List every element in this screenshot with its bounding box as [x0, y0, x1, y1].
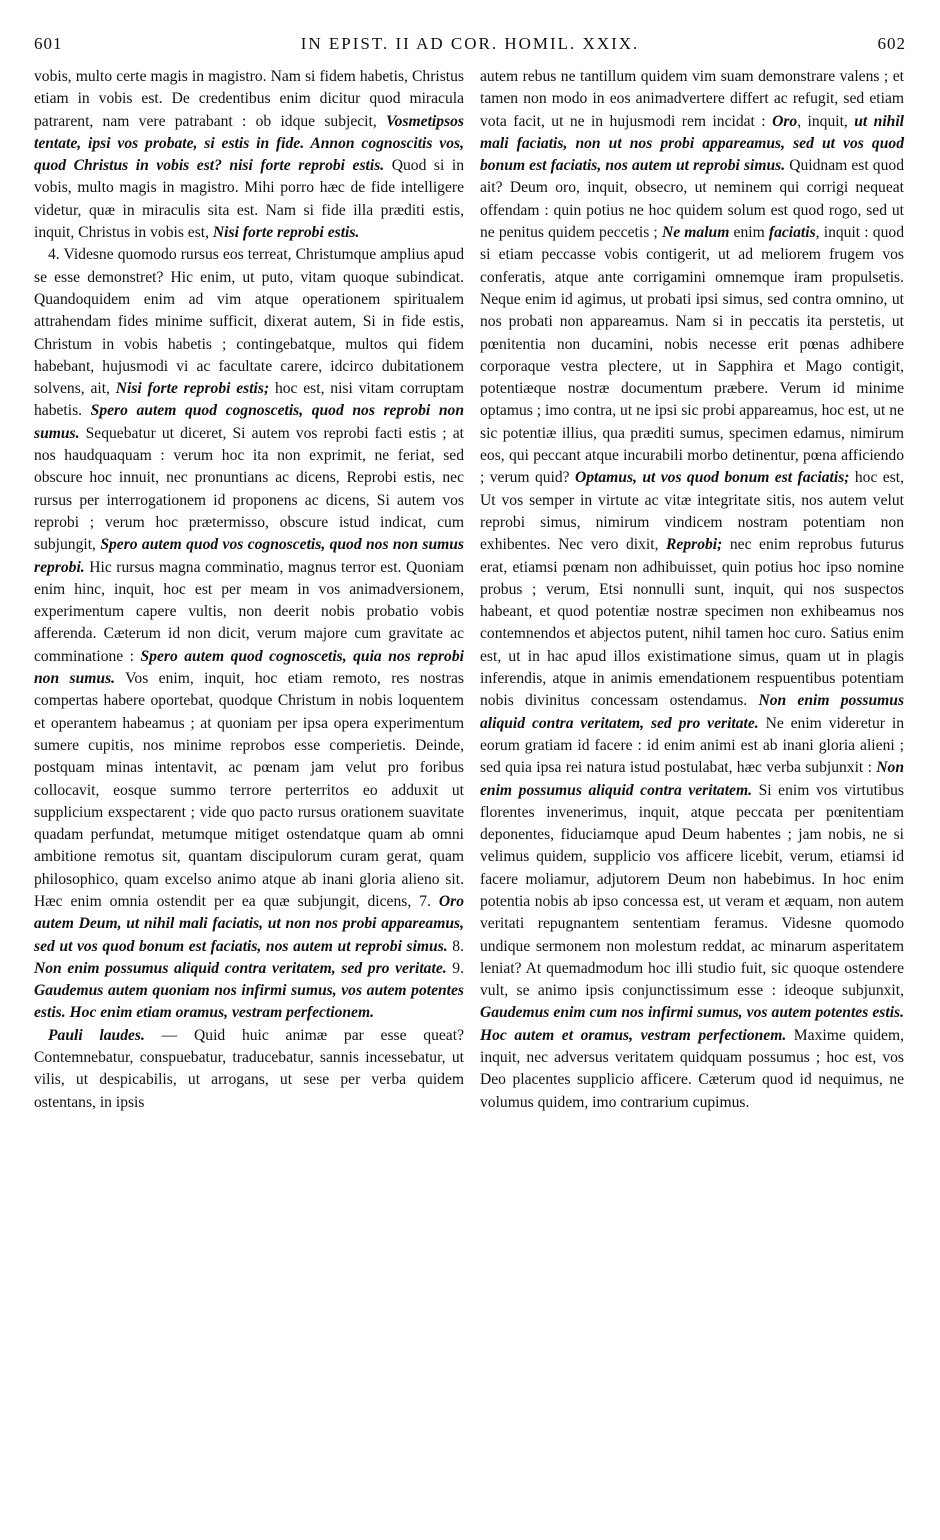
text-segment: Quidnam est quod ait? Deum oro, inquit, obsecro, ut neminem qui corrigi nequeat offendam : quin potius ne hoc quidem solum est quod rogo, sed ut ne penitus quidem peccetis ;	[480, 157, 904, 242]
right-column	[480, 66, 904, 1114]
text-segment: Quod si in vobis, multo magis in magistro. Mihi porro hæc de fide intelligere videtur, quæ in miraculis sita est. Nam si fide illa præditi estis, inquit, Christus in vobis est,	[34, 157, 464, 242]
running-header	[34, 34, 906, 60]
scripture-quote: Spero autem quod cognoscetis, quod nos reprobi non sumus.	[34, 402, 464, 442]
text-segment: autem rebus ne tantillum quidem vim suam demonstrare valens ; et tamen non modo in eos animadvertere differt ac refugit, sed etiam vota facit, ut ne in hujusmodi rem incidat :	[480, 68, 904, 130]
paragraph	[480, 66, 904, 1114]
paragraph	[34, 66, 464, 244]
text-segment: hoc est, nisi vitam corruptam habetis.	[34, 380, 464, 420]
text-segment: 9.	[446, 959, 464, 977]
scripture-quote: Nisi forte reprobi estis;	[115, 380, 270, 398]
text-segment: Hic rursus magna comminatio, magnus terror est. Quoniam enim hinc, inquit, hoc est per meam in vos animadversionem, experimentum capere vultis, non deerit nobis probatio vobis afferenda. Cæterum id non dicit, verum majore cum gravitate ac comminatione :	[34, 558, 464, 665]
scripture-quote: ut nihil mali faciatis, non ut nos probi appareamus, sed ut vos quod bonum est faciatis, nos autem ut reprobi simus.	[480, 112, 905, 175]
text-segment: enim	[729, 224, 769, 242]
text-segment: Maxime quidem, inquit, nec adversus veritatem quidquam possumus ; hoc est, vos Deo placentes supplicio afficere. Cæterum quod id nequimus, ne volumus quidem, imo contrarium cupimus.	[480, 1026, 904, 1111]
scripture-quote: Non enim possumus aliquid contra veritatem.	[480, 759, 904, 799]
text-segment: vobis, multo certe magis in magistro. Nam si fidem habetis, Christus etiam in vobis est. De credentibus enim dicitur quod miracula patrarent, nam vere patrabant : ob idque subjecit,	[34, 68, 464, 130]
text-segment: Ne enim videretur in eorum gratiam id facere : id enim animi est ab inani gloria alieni ; sed quia ipsa rei natura istud postulabat, hæc verba subjunxit :	[480, 714, 904, 777]
scripture-quote: Ne malum	[661, 224, 730, 242]
text-segment: nec enim reprobus futurus erat, etiamsi pœnam non adhibuisset, quin potius hoc ipso nomine probus ; verum, Etsi nonnulli sunt, inquit, qui nos suspectos habeant, et quod potentiæ nostræ specimen non exhibeamus nos contemnendos et abjectos putent, nihil tamen hoc curo. Satius enim est, ut in hac apud illos existimatione simus, quam ut in plagis inferendis, atque in animis emendationem respuentibus potentiam nobis divinitus concessam ostendamus.	[480, 536, 905, 710]
scripture-quote: Optamus, ut vos quod bonum est faciatis;	[574, 469, 850, 487]
paragraph	[34, 1025, 464, 1114]
left-column	[34, 66, 464, 1114]
text-segment: Si enim vos virtutibus florentes invenerimus, inquit, atque peccata per pœnitentiam deponentes, fiduciamque apud Deum habentes ; jam nobis, ne si velimus quidem, supplicio vos afficere licebit, verum, etiamsi id facere moliamur, adjutorem Deum non habebimus. In hoc enim potentia nobis ab ipso concessa est, ut veram et æquam, non autem veritati repugnantem sententiam feramus. Videsne quomodo undique sermonem non molestum reddat, ac minarum asperitatem leniat? At quemadmodum hoc illi studio fuit, sic quoque ostendere vult, se animo ipsis conjunctissimum esse : ideoque subjunxit,	[480, 781, 904, 1000]
scripture-quote: Pauli laudes.	[48, 1026, 145, 1044]
scripture-quote: Oro autem Deum, ut nihil mali faciatis, ut non nos probi appareamus, sed ut vos quod bonum est faciatis, nos autem ut reprobi simus.	[34, 892, 464, 955]
scripture-quote: Gaudemus enim cum nos infirmi sumus, vos autem potentes estis. Hoc autem et oramus, vestram perfectionem.	[480, 1004, 904, 1044]
scripture-quote: Oro	[772, 112, 798, 130]
right-page-number: 602	[877, 34, 906, 53]
left-page-number: 601	[34, 34, 63, 53]
scripture-quote: faciatis	[768, 224, 816, 242]
scripture-quote: Reprobi;	[666, 536, 723, 554]
scripture-quote: Spero autem quod vos cognoscetis, quod nos non sumus reprobi.	[34, 536, 464, 576]
scripture-quote: Gaudemus autem quoniam nos infirmi sumus, vos autem potentes estis. Hoc enim etiam oramus, vestram perfectionem.	[34, 982, 464, 1022]
text-segment: Vos enim, inquit, hoc etiam remoto, res nostras compertas habere oportebat, quodque Christum in nobis loquentem et operantem habeamus ; at quoniam per ipsa opera experimentum sumere cupitis, nos minime reprobos esse comperietis. Deinde, postquam minas intentavit, ac pœnam jam velut pro foribus collocavit, eosque summo terrore perterritos eo adduxit ut supplicium exspectarent ; vide quo pacto rursus orationem suavitate quadam perfundat, metumque mitiget ostendatque quam ab omni ambitione remotus sit, quantam discipulorum curam gerat, quam philosophico, quam excelso animo atque ab inani gloria alieno sit. Hæc enim omnia ostendit per ea quæ subjungit, dicens, 7.	[34, 670, 464, 910]
scripture-quote: Non enim possumus aliquid contra veritatem, sed pro veritate.	[480, 692, 905, 732]
text-segment: Sequebatur ut diceret, Si autem vos reprobi facti estis ; at nos haudquaquam : verum hoc ita non exprimit, ne feriat, sed obscure hoc innuit, nec pronuntians ac dicens, Reprobi estis, nec rursus per interrogationem id proponens ac dicens, Si autem vos reprobi ; verum hoc prætermisso, obscure istud indicat, cum subjungit,	[34, 424, 464, 554]
scripture-quote: Non enim possumus aliquid contra veritatem, sed pro veritate.	[34, 959, 447, 977]
text-segment: hoc est, Ut vos semper in virtute ac vitæ integritate sitis, nos autem velut reprobi simus, nimirum vindicem nostram potentiam non exhibentes. Nec vero dixit,	[480, 469, 904, 554]
text-segment: , inquit,	[797, 112, 855, 130]
running-title: IN EPIST. II AD COR. HOMIL. XXIX.	[300, 34, 640, 53]
text-segment: 4. Videsne quomodo rursus eos terreat, Christumque amplius apud se esse demonstret? Hic enim, ut puto, vitam quoque subindicat. Quandoquidem enim ad vim atque operationem spiritualem attrahendam fides minime sufficit, dixerat autem, Si in fide estis, Christum in vobis habetis ; contingebatque, multos qui fidem habebant, hujusmodi vi ac facultate carere, idcirco dubitationem solvens, ait,	[34, 246, 464, 398]
scripture-quote: Vosmetipsos tentate, ipsi vos probate, si estis in fide. Annon cognoscitis vos, quod Christus in vobis est? nisi forte reprobi estis.	[34, 112, 464, 175]
scripture-quote: Spero autem quod cognoscetis, quia nos reprobi non sumus.	[34, 647, 464, 688]
text-segment: — Quid huic animæ par esse queat? Contemnebatur, conspuebatur, traducebatur, sannis incessebatur, ut vilis, ut despicabilis, ut arrogans, ut sese per verba quidem ostentans, in ipsis	[34, 1026, 464, 1111]
text-segment: , inquit : quod si etiam peccasse vobis contigerit, ut ad meliorem frugem vos conferatis, atque ante corrigamini omnemque iram propulsetis. Neque enim id agimus, ut probati ipsi simus, sed contra omnino, ut nos probati non appareamus. Nam si in peccatis ita perstetis, ut pœnitentia non ducamini, nobis necesse erit pœnas adhibere corporaque vestra plectere, ut in Sapphira et Mago contigit, potentiæque nostræ documentum præbere. Verum id minime optamus ; imo contra, ut ne ipsi sic probi appareamus, hoc est, ut ne sic potentiæ illius, qua præditi sumus, specimen edamus, nimirum eos, qui peccant atque incurabili morbo detinentur, pœna afficiendo ; verum quid?	[480, 224, 904, 487]
paragraph	[34, 244, 464, 1024]
text-segment: 8.	[447, 937, 465, 955]
scripture-quote: Nisi forte reprobi estis.	[212, 224, 360, 242]
